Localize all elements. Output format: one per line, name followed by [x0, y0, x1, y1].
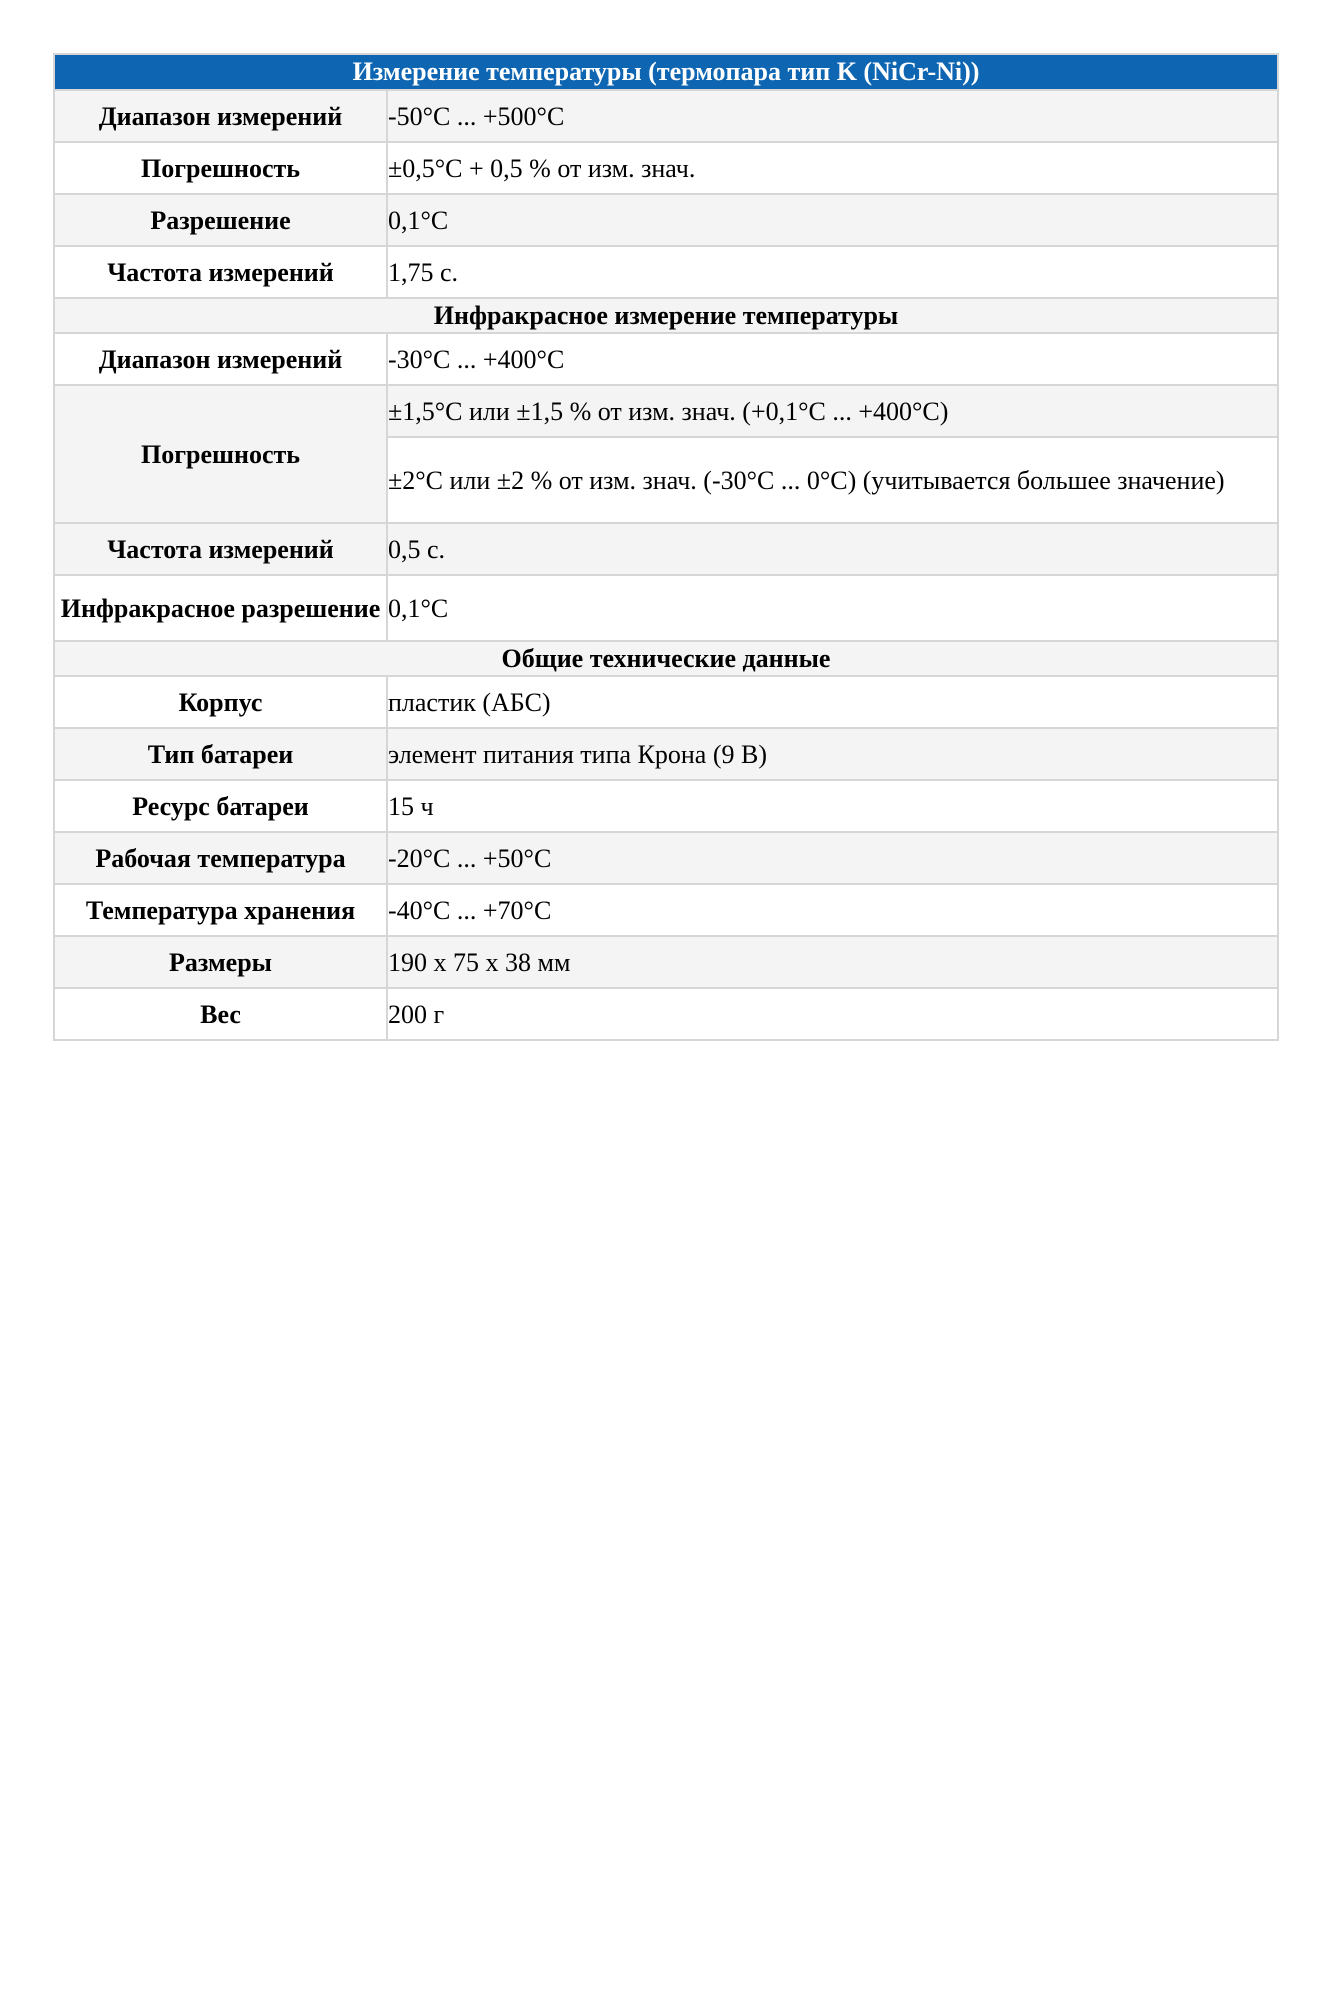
table-row	[54, 832, 1278, 884]
row-value: 0,1°C	[387, 194, 1278, 246]
row-label: Температура хранения	[54, 884, 387, 936]
table-row	[54, 988, 1278, 1040]
table-row	[54, 936, 1278, 988]
spec-table	[53, 53, 1279, 1041]
row-value: 15 ч	[387, 780, 1278, 832]
row-value: -50°C ... +500°C	[387, 90, 1278, 142]
row-label: Размеры	[54, 936, 387, 988]
section-title-infrared: Инфракрасное измерение температуры	[54, 298, 1278, 333]
row-value: -30°C ... +400°C	[387, 333, 1278, 385]
table-row	[54, 523, 1278, 575]
row-value: пластик (АБС)	[387, 676, 1278, 728]
table-row	[54, 246, 1278, 298]
row-label: Инфракрасное разрешение	[54, 575, 387, 641]
row-value: -20°C ... +50°C	[387, 832, 1278, 884]
table-row	[54, 194, 1278, 246]
table-header-row	[54, 54, 1278, 90]
table-row	[54, 575, 1278, 641]
section-row-general	[54, 641, 1278, 676]
table-row	[54, 728, 1278, 780]
row-value: 0,1°C	[387, 575, 1278, 641]
section-title-general: Общие технические данные	[54, 641, 1278, 676]
table-row	[54, 676, 1278, 728]
row-value: 1,75 с.	[387, 246, 1278, 298]
row-value: ±0,5°C + 0,5 % от изм. знач.	[387, 142, 1278, 194]
section-row-infrared	[54, 298, 1278, 333]
row-label: Частота измерений	[54, 523, 387, 575]
row-label: Погрешность	[54, 385, 387, 523]
row-label: Корпус	[54, 676, 387, 728]
row-label: Разрешение	[54, 194, 387, 246]
row-value: 0,5 с.	[387, 523, 1278, 575]
table-row	[54, 333, 1278, 385]
row-label: Диапазон измерений	[54, 90, 387, 142]
row-value: -40°C ... +70°C	[387, 884, 1278, 936]
row-label: Рабочая температура	[54, 832, 387, 884]
row-value: 200 г	[387, 988, 1278, 1040]
section-title-thermocouple: Измерение температуры (термопара тип K (NiCr-Ni))	[54, 54, 1278, 90]
table-row	[54, 142, 1278, 194]
row-value: ±1,5°C или ±1,5 % от изм. знач. (+0,1°C ... +400°C)	[387, 385, 1278, 437]
table-row	[54, 780, 1278, 832]
row-value: ±2°C или ±2 % от изм. знач. (-30°C ... 0°C) (учитывается большее значение)	[387, 437, 1278, 523]
table-row	[54, 884, 1278, 936]
row-label: Тип батареи	[54, 728, 387, 780]
row-label: Вес	[54, 988, 387, 1040]
row-label: Ресурс батареи	[54, 780, 387, 832]
table-row	[54, 385, 1278, 437]
table-row	[54, 90, 1278, 142]
row-label: Частота измерений	[54, 246, 387, 298]
row-value: элемент питания типа Крона (9 В)	[387, 728, 1278, 780]
row-label: Диапазон измерений	[54, 333, 387, 385]
row-label: Погрешность	[54, 142, 387, 194]
row-value: 190 x 75 x 38 мм	[387, 936, 1278, 988]
